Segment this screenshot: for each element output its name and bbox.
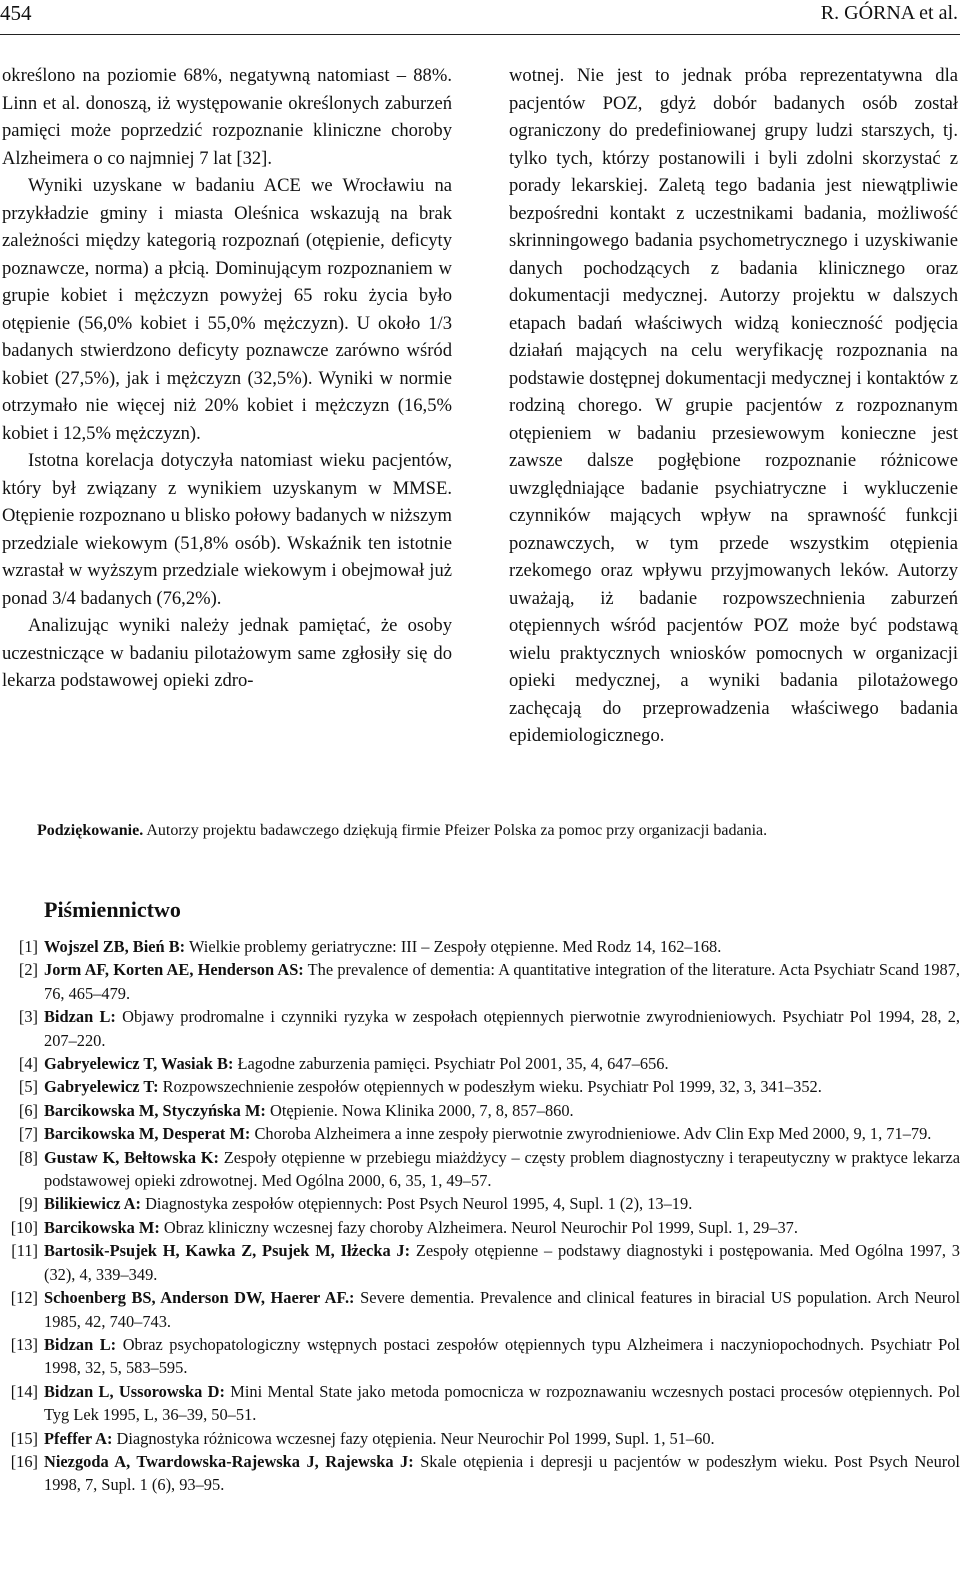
reference-text: Otępienie. Nowa Klinika 2000, 7, 8, 857–860. <box>270 1100 574 1120</box>
reference-authors: Gustaw K, Bełtowska K: <box>44 1147 219 1167</box>
reference-item <box>0 1122 960 1145</box>
reference-number: [12] <box>10 1288 38 1308</box>
reference-text: Severe dementia. Prevalence and clinical features in biracial US population. Arch Neurol 1985, 42, 740–743. <box>44 1288 960 1331</box>
body-column-right <box>509 62 958 750</box>
reference-number: [5] <box>18 1077 38 1097</box>
reference-item <box>0 1005 960 1052</box>
reference-text: The prevalence of dementia: A quantitative integration of the literature. Acta Psychiatr Scand 1987, 76, 465–479. <box>44 960 960 1003</box>
acknowledgement-label: Podziękowanie. <box>37 822 144 839</box>
body-paragraph: wotnej. Nie jest to jednak próba reprezentatywna dla pacjentów POZ, gdyż dobór badanych osób został ograniczony do predefiniowanej grupy ludzi starszych, tj. tylko tych, którzy postanowili i byli zdolni skorzystać z porady lekarskiej. Zaletą tego badania jest niewątpliwie bezpośredni kontakt z uczestnikami badania, możliwość skrinningowego badania psychometrycznego i uzyskiwanie danych pochodzących z badania klinicznego oraz dokumentacji medycznej. Autorzy projektu w dalszych etapach badań właściwych widzą konieczność podjęcia działań mających na celu weryfikację rozpoznania na podstawie dostępnej dokumentacji medycznej i kontaktów z rodziną chorego. W grupie pacjentów z rozpoznanym otępieniem w badaniu przesiewowym konieczne jest zawsze dalsze pogłębione rozpoznanie różnicowe uwzględniające badanie psychiatryczne i wykluczenie czynników mających wpływ na sprawność funkcji poznawczych, w tym przede wszystkim otępienia rzekomego oraz wpływu przyjmowanych leków. Autorzy uważają, iż badanie rozpowszechnienia zaburzeń otępiennych wśród pacjentów POZ może być podstawą wielu praktycznych wniosków pomocnych w organizacji opieki medycznej, a wyniki badania pilotażowego zachęcają do przeprowadzenia właściwego badania epidemiologicznego. <box>509 65 958 746</box>
reference-item <box>0 935 960 958</box>
reference-authors: Barcikowska M, Styczyńska M: <box>44 1100 266 1120</box>
reference-number: [1] <box>18 937 38 956</box>
reference-item <box>0 1239 960 1286</box>
reference-number: [4] <box>18 1054 38 1074</box>
reference-number: [15] <box>10 1428 38 1448</box>
reference-text: Rozpowszechnienie zespołów otępiennych w podeszłym wieku. Psychiatr Pol 1999, 32, 3, 341–352. <box>162 1077 822 1097</box>
reference-authors: Pfeffer A: <box>44 1428 113 1448</box>
reference-number: [7] <box>18 1124 38 1144</box>
reference-item <box>0 1216 960 1239</box>
reference-item <box>0 1380 960 1427</box>
reference-number: [16] <box>10 1451 38 1471</box>
reference-authors: Wojszel ZB, Bień B: <box>44 937 186 956</box>
reference-item <box>0 1286 960 1333</box>
reference-number: [10] <box>10 1217 38 1237</box>
reference-item <box>0 1099 960 1122</box>
page-header <box>0 0 960 40</box>
reference-text: Obraz psychopatologiczny wstępnych postaci zespołów otępiennych typu Alzheimera i naczyniopochodnych. Psychiatr Pol 1998, 32, 5, 583–595. <box>44 1334 960 1378</box>
references-heading: Piśmiennictwo <box>44 897 181 922</box>
references-list <box>0 935 960 1497</box>
body-paragraph: Istotna korelacja dotyczyła natomiast wieku pacjentów, który był związany z wynikiem uzyskanym w MMSE. Otępienie rozpoznano u blisko połowy badanych w niższym przedziale wiekowym (51,8% osób). Wskaźnik ten istotnie wzrastał w wyższym przedziale wiekowym i obejmował już ponad 3/4 badanych (76,2%). <box>2 450 452 609</box>
reference-text: Wielkie problemy geriatryczne: III – Zespoły otępienne. Med Rodz 14, 162–168. <box>188 937 722 956</box>
reference-item <box>0 1075 960 1098</box>
reference-text: Diagnostyka różnicowa wczesnej fazy otępienia. Neur Neurochir Pol 1999, Supl. 1, 51–60. <box>116 1428 715 1448</box>
reference-number: [2] <box>18 960 38 980</box>
body-paragraph: Analizując wyniki należy jednak pamiętać, że osoby uczestniczące w badaniu pilotażowym same zgłosiły się do lekarza podstawowej opieki zdro- <box>2 615 452 691</box>
reference-number: [8] <box>18 1147 38 1167</box>
reference-authors: Bidzan L: <box>44 1334 117 1354</box>
reference-number: [11] <box>11 1241 38 1261</box>
reference-number: [9] <box>18 1194 38 1214</box>
reference-authors: Bilikiewicz A: <box>44 1194 141 1214</box>
reference-authors: Barcikowska M: <box>44 1217 160 1237</box>
reference-item <box>0 958 960 1005</box>
body-paragraph: określono na poziomie 68%, negatywną natomiast – 88%. Linn et al. donoszą, iż występowanie określonych zaburzeń pamięci może poprzedzić rozpoznanie kliniczne choroby Alzheimera o co najmniej 7 lat [32]. <box>2 65 452 169</box>
reference-number: [14] <box>10 1381 38 1401</box>
reference-authors: Gabryelewicz T, Wasiak B: <box>44 1054 234 1074</box>
reference-authors: Niezgoda A, Twardowska-Rajewska J, Rajewska J: <box>44 1451 414 1471</box>
running-head: R. GÓRNA et al. <box>820 2 958 24</box>
reference-authors: Bidzan L, Ussorowska D: <box>44 1381 225 1401</box>
reference-text: Łagodne zaburzenia pamięci. Psychiatr Pol 2001, 35, 4, 647–656. <box>237 1054 669 1074</box>
acknowledgement <box>37 820 937 842</box>
reference-text: Choroba Alzheimera a inne zespoły pierwotnie zwyrodnieniowe. Adv Clin Exp Med 2000, 9, 1, 71–79. <box>254 1124 932 1144</box>
reference-number: [6] <box>18 1100 38 1120</box>
reference-text: Mini Mental State jako metoda pomocnicza w rozpoznawaniu wczesnych postaci procesów otępiennych. Pol Tyg Lek 1995, L, 36–39, 50–51. <box>44 1381 960 1425</box>
reference-text: Obraz kliniczny wczesnej fazy choroby Alzheimera. Neurol Neurochir Pol 1999, Supl. 1, 29–37. <box>163 1217 798 1237</box>
reference-authors: Gabryelewicz T: <box>44 1077 159 1097</box>
reference-authors: Bidzan L: <box>44 1007 116 1027</box>
reference-number: [13] <box>10 1334 38 1354</box>
reference-text: Diagnostyka zespołów otępiennych: Post Psych Neurol 1995, 4, Supl. 1 (2), 13–19. <box>145 1194 693 1214</box>
reference-item <box>0 1192 960 1215</box>
body-column-left <box>2 62 452 695</box>
reference-text: Zespoły otępienne w przebiegu miażdżycy – częsty problem diagnostyczny i terapeutyczny w praktyce lekarza podstawowej opieki zdrowotnej. Med Ogólna 2000, 6, 35, 1, 49–57. <box>44 1147 960 1191</box>
reference-item <box>0 1052 960 1075</box>
header-rule <box>0 34 960 35</box>
reference-item <box>0 1146 960 1193</box>
reference-authors: Bartosik-Psujek H, Kawka Z, Psujek M, Iłżecka J: <box>44 1241 411 1261</box>
reference-authors: Schoenberg BS, Anderson DW, Haerer AF.: <box>44 1288 355 1308</box>
acknowledgement-text: Autorzy projektu badawczego dziękują firmie Pfeizer Polska za pomoc przy organizacji badania. <box>146 822 768 839</box>
reference-item <box>0 1427 960 1450</box>
reference-text: Skale otępienia i depresji u pacjentów w podeszłym wieku. Post Psych Neurol 1998, 7, Supl. 1 (6), 93–95. <box>44 1451 960 1495</box>
reference-text: Objawy prodromalne i czynniki ryzyka w zespołach otępiennych pierwotnie zwyrodnieniowych. Psychiatr Pol 1994, 28, 2, 207–220. <box>44 1007 960 1050</box>
reference-text: Zespoły otępienne – podstawy diagnostyki i postępowania. Med Ogólna 1997, 3 (32), 4, 339–349. <box>44 1241 960 1284</box>
page-number: 454 <box>0 1 32 25</box>
reference-item <box>0 1333 960 1380</box>
reference-authors: Jorm AF, Korten AE, Henderson AS: <box>44 960 304 980</box>
body-paragraph: Wyniki uzyskane w badaniu ACE we Wrocławiu na przykładzie gminy i miasta Oleśnica wskazują na brak zależności między kategorią rozpoznań (otępienie, deficyty poznawcze, norma) a płcią. Dominującym rozpoznaniem w grupie kobiet i mężczyzn powyżej 65 roku życia było otępienie (56,0% kobiet i 55,0% mężczyzn). U około 1/3 badanych stwierdzono deficyty poznawcze zarówno wśród kobiet (27,5%), jak i mężczyzn (32,5%). Wyniki w normie otrzymało nie więcej niż 20% kobiet i mężczyzn (16,5% kobiet i 12,5% mężczyzn). <box>2 175 452 444</box>
reference-authors: Barcikowska M, Desperat M: <box>44 1124 251 1144</box>
reference-number: [3] <box>18 1007 38 1027</box>
reference-item <box>0 1450 960 1497</box>
